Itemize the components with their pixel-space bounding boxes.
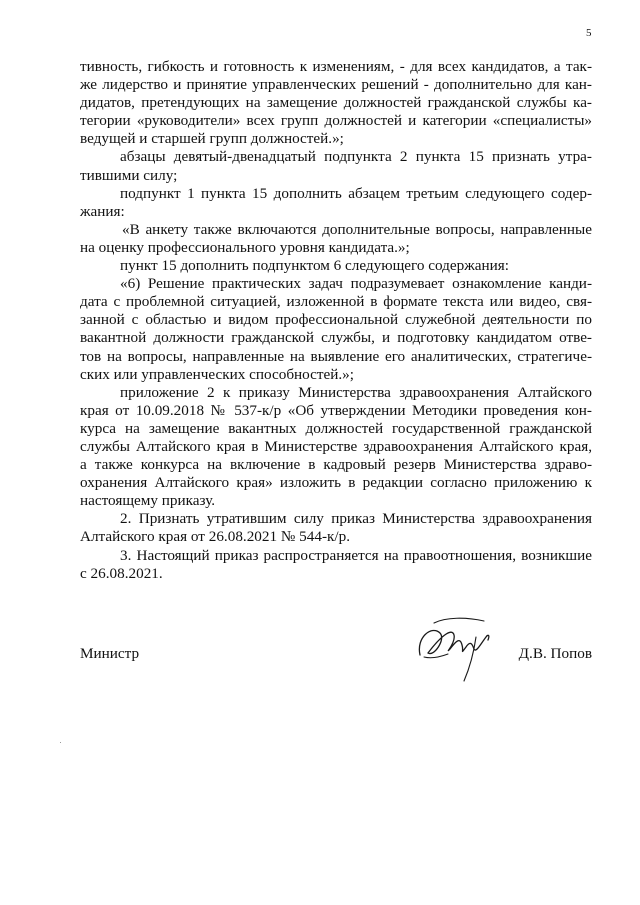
- document-body: [80, 58, 592, 583]
- text-line: «6) Решение практических задач подразумевает ознакомление канди-: [120, 275, 592, 293]
- signatory-name: Д.В. Попов: [518, 645, 592, 662]
- text-line: курса на замещение вакантных должностей государственной гражданской: [80, 419, 592, 437]
- text-line: занной с областью и видом профессиональной служебной деятельности по: [80, 311, 592, 329]
- text-line: подпункт 1 пункта 15 дополнить абзацем третьим следующего содер-: [120, 184, 592, 202]
- text-line: ведущей и старшей групп должностей.»;: [80, 130, 344, 148]
- text-line: края от 10.09.2018 № 537-к/р «Об утверждении Методики проведения кон-: [80, 401, 592, 419]
- signatory-title: Министр: [80, 645, 140, 662]
- text-line: с 26.08.2021.: [80, 564, 163, 582]
- text-line: Алтайского края от 26.08.2021 № 544-к/р.: [80, 528, 350, 546]
- text-line: а также конкурса на включение в кадровый резерв Министерства здраво-: [80, 456, 592, 474]
- text-line: тов на вопросы, направленные на выявление его аналитических, стратегиче-: [80, 347, 592, 365]
- text-line: «В анкету также включаются дополнительные вопросы, направленные: [122, 220, 592, 238]
- page-number: 5: [586, 27, 592, 39]
- text-line: охранения Алтайского края» изложить в редакции согласно приложению к: [80, 474, 592, 492]
- text-line: дидатов, претендующих на замещение должностей гражданской службы ка-: [80, 94, 592, 112]
- text-line: настоящему приказу.: [80, 492, 216, 510]
- text-line: абзацы девятый-двенадцатый подпункта 2 пункта 15 признать утра-: [120, 148, 592, 166]
- text-line: 3. Настоящий приказ распространяется на правоотношения, возникшие: [120, 546, 592, 564]
- text-line: же лидерство и принятие управленческих решений - дополнительно для кан-: [80, 76, 592, 94]
- text-line: вакантной должности гражданской службы, и подготовку кандидатом отве-: [80, 329, 592, 347]
- text-line: 2. Признать утратившим силу приказ Министерства здравоохранения: [120, 510, 592, 528]
- text-line: пункт 15 дополнить подпунктом 6 следующего содержания:: [120, 257, 509, 275]
- text-line: дата с проблемной ситуацией, изложенной в формате текста или видео, свя-: [80, 293, 592, 311]
- text-line: службы Алтайского края в Министерстве здравоохранения Алтайского края,: [80, 437, 592, 455]
- text-line: жания:: [80, 202, 125, 220]
- scan-artifact: [60, 742, 61, 743]
- handwritten-signature: [410, 607, 500, 687]
- text-line: тившими силу;: [80, 166, 178, 184]
- text-line: на оценку профессионального уровня кандидата.»;: [80, 238, 410, 256]
- signature-block: [80, 645, 592, 705]
- text-line: тивность, гибкость и готовность к изменениям, - для всех кандидатов, а так-: [80, 58, 592, 75]
- text-line: тегории «руководители» всех групп должностей и категории «специалисты»: [80, 112, 592, 130]
- text-line: ских или управленческих способностей.»;: [80, 365, 354, 383]
- text-line: приложение 2 к приказу Министерства здравоохранения Алтайского: [120, 383, 592, 401]
